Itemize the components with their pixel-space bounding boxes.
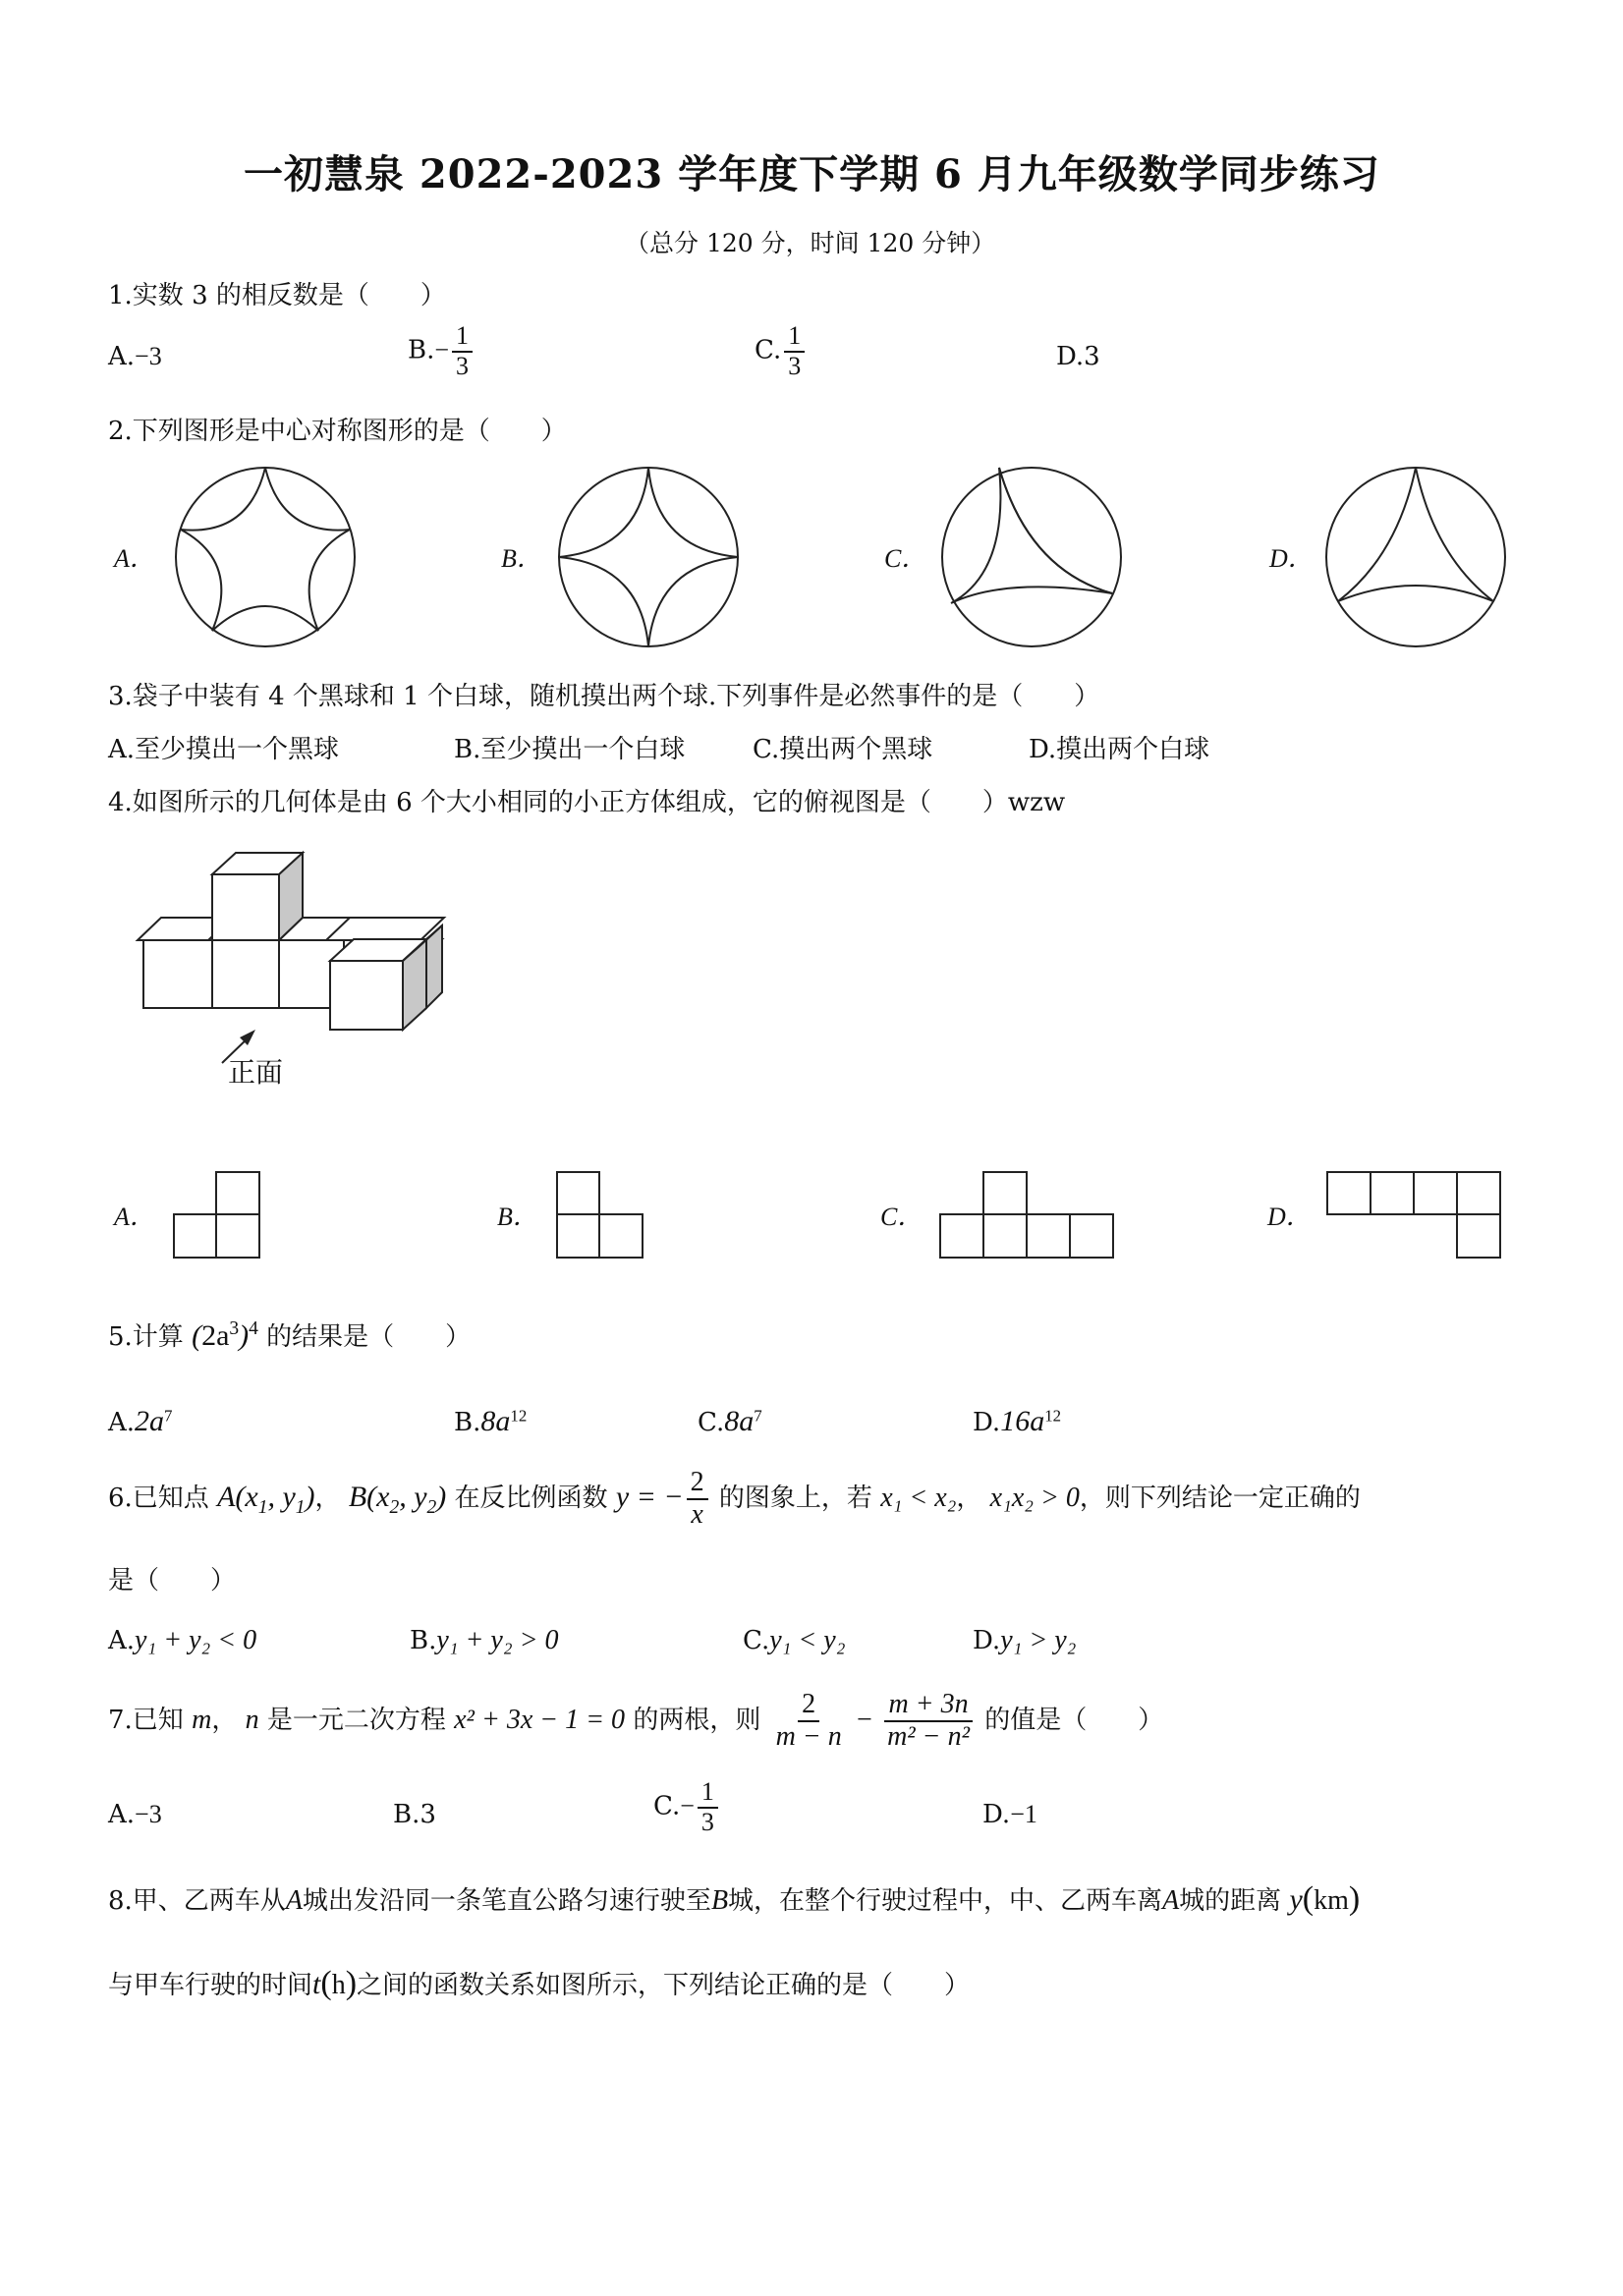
q5-stem: 5.计算 $(2a^3)^4$ 的结果是（ ） bbox=[108, 1318, 472, 1352]
q1-option-a: A.−3 bbox=[108, 342, 162, 371]
q5-option-a: $A.2a^7$ bbox=[108, 1405, 173, 1437]
q4-option-b-figure bbox=[556, 1171, 644, 1260]
q2-stem: 2.下列图形是中心对称图形的是（ ） bbox=[108, 417, 567, 446]
q6-option-d: D.y₁ > y₂ bbox=[973, 1625, 1077, 1655]
q2-label-d: D． bbox=[1269, 544, 1314, 573]
q2-figure-c bbox=[938, 464, 1125, 650]
q3-stem: 3.袋子中装有 4 个黑球和 1 个白球，随机摸出两个球.下列事件是必然事件的是（ ） bbox=[108, 682, 1100, 711]
q2-figure-a bbox=[172, 464, 359, 650]
q4-label-c: C． bbox=[880, 1203, 923, 1231]
q7-stem: 7.已知 m， n 是一元二次方程 x² + 3x − 1 = 0 的两根，则 $\frac{2}{m - n}$ − $\frac{m + 3n}{\text{m² − n²}}$ 的值是（ ） bbox=[108, 1689, 1164, 1752]
q5-option-c: $C.8a^7$ bbox=[698, 1405, 762, 1437]
q3-option-b: B.至少摸出一个白球 bbox=[454, 735, 686, 764]
q7-option-b: B.3 bbox=[393, 1800, 436, 1829]
q2-label-b: B． bbox=[501, 544, 542, 573]
q4-solid-figure bbox=[138, 845, 462, 1100]
q6-option-c: C.y₁ < y₂ bbox=[743, 1625, 846, 1655]
q1-stem: 1.实数 3 的相反数是（ ） bbox=[108, 281, 446, 310]
q4-option-a-figure bbox=[173, 1171, 261, 1260]
page-subtitle: （总分 120 分，时间 120 分钟） bbox=[625, 229, 996, 257]
q4-label-a: A． bbox=[114, 1203, 155, 1231]
q7-option-c: C.− $\frac{1}{3}$ bbox=[653, 1778, 721, 1836]
q6-option-b: B.y₁ + y₂ > 0 bbox=[410, 1625, 559, 1655]
q4-option-d-figure bbox=[1326, 1171, 1501, 1260]
q4-front-label: 正面 bbox=[228, 1056, 284, 1089]
q4-label-b: B． bbox=[497, 1203, 538, 1231]
q6-stem: 6.已知点 $A(x_1$, $y_1$)， $B(x_2$, $y_2$) 在反比例函数 y = − $\frac{2}{x}$ 的图象上，若 x₁ < x₂， x₁x₂ > 0，则下列结论一定正确的 bbox=[108, 1467, 1361, 1530]
q7-option-a: A.−3 bbox=[108, 1800, 162, 1829]
q1-option-b: B.− $\frac{1}{3}$ bbox=[408, 322, 476, 380]
q4-stem: 4.如图所示的几何体是由 6 个大小相同的小正方体组成，它的俯视图是（ ）wzw bbox=[108, 788, 1066, 817]
q8-stem-line2: 与甲车行驶的时间t(h)之间的函数关系如图所示，下列结论正确的是（ ） bbox=[108, 1965, 971, 2001]
q6-option-a: A.y₁ + y₂ < 0 bbox=[108, 1625, 257, 1655]
q3-option-c: C.摸出两个黑球 bbox=[753, 735, 933, 764]
q1-option-d: D.3 bbox=[1056, 342, 1100, 371]
q2-figure-d bbox=[1322, 464, 1509, 650]
q8-stem-line1: 8.甲、乙两车从A城出发沿同一条笔直公路匀速行驶至B城，在整个行驶过程中，中、乙两车离A城的距离 y(km) bbox=[108, 1880, 1361, 1917]
page-title: 一初慧泉 2022-2023 学年度下学期 6 月九年级数学同步练习 bbox=[244, 151, 1380, 197]
q5-option-b: $B.8a^{12}$ bbox=[454, 1405, 528, 1437]
q2-label-c: C． bbox=[884, 544, 927, 573]
q4-label-d: D． bbox=[1267, 1203, 1312, 1231]
q1-option-c: C. $\frac{1}{3}$ bbox=[755, 322, 808, 380]
q3-option-a: A.至少摸出一个黑球 bbox=[108, 735, 340, 764]
q2-label-a: A． bbox=[114, 544, 155, 573]
q2-figure-b bbox=[555, 464, 742, 650]
q7-option-d: D.−1 bbox=[982, 1800, 1037, 1829]
q4-option-c-figure bbox=[939, 1171, 1114, 1260]
q6-stem-line2: 是（ ） bbox=[108, 1566, 237, 1596]
q5-option-d: $D.16a^{12}$ bbox=[973, 1405, 1062, 1437]
q3-option-d: D.摸出两个白球 bbox=[1029, 735, 1210, 764]
